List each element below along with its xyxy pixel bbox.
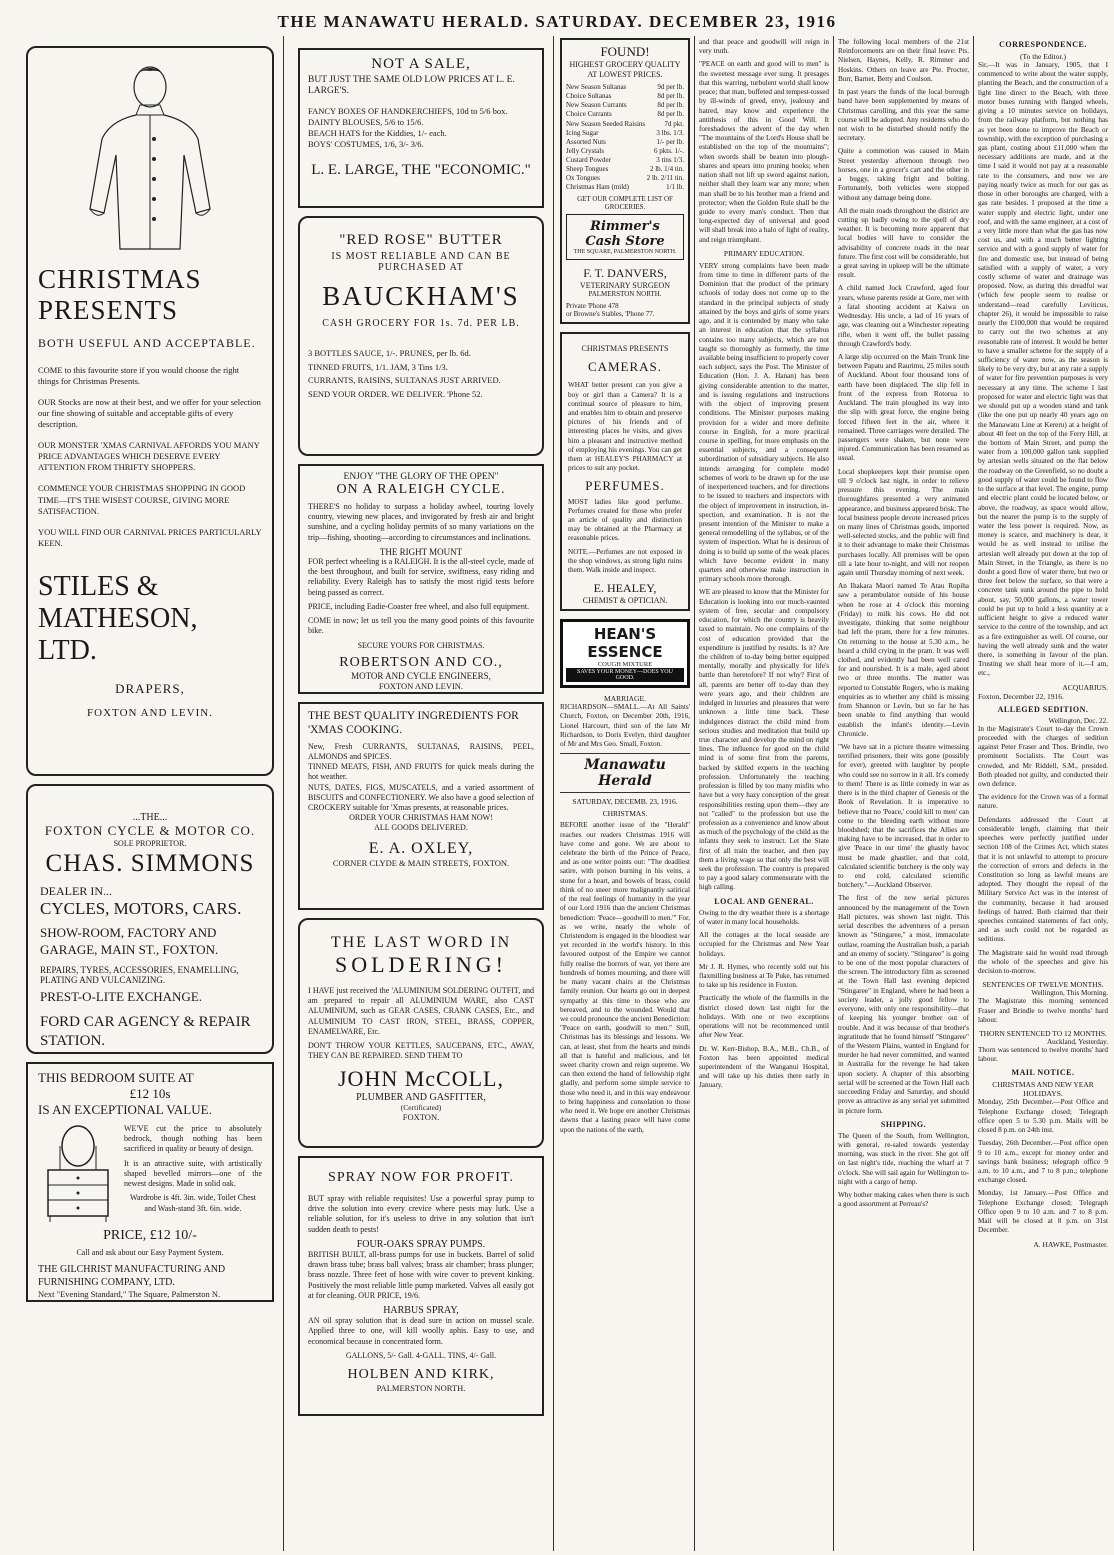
- ad-paragraph: YOU WILL FIND OUR CARNIVAL PRICES PARTICULARLY KEEN.: [38, 526, 262, 548]
- list-item: BOYS' COSTUMES, 1/6, 3/- 3/6.: [308, 138, 424, 149]
- ad-paragraph: COME in now; let us tell you the many good points of this favourite bike.: [308, 616, 534, 636]
- price-row: [566, 110, 684, 119]
- firm-name: FOXTON CYCLE & MOTOR CO.: [44, 823, 256, 838]
- news-item: The evidence for the Crown was of a formal nature.: [978, 793, 1108, 811]
- gilchrist-ad: [26, 1062, 274, 1302]
- vet-town: PALMERSTON NORTH.: [588, 290, 662, 299]
- section-heading: THORN SENTENCED TO 12 MONTHS.: [979, 1029, 1107, 1038]
- list-item: DAINTY BLOUSES, 5/6 to 15/6.: [308, 116, 424, 127]
- column-3: [560, 38, 690, 1135]
- list-item: CURRANTS, RAISINS, SULTANAS JUST ARRIVED.: [308, 375, 501, 386]
- repairs-list: REPAIRS, TYRES, ACCESSORIES, ENAMELLING, PLATING AND VULCANIZING.: [40, 964, 239, 985]
- firm-name: BAUCKHAM'S: [322, 281, 520, 311]
- column-6: [978, 38, 1108, 1249]
- column-1: [26, 46, 274, 1310]
- price-row: [566, 138, 684, 147]
- product-type: COUGH MIXTURE: [597, 661, 653, 669]
- section-heading: CORRESPONDENCE.: [999, 40, 1087, 49]
- price-row: [566, 183, 684, 192]
- editorial-date: SATURDAY, DECEMB. 23, 1916.: [572, 797, 678, 807]
- marriage-notice: RICHARDSON—SMALL.—At All Saints' Church, Foxton, on December 20th, 1916, Lionel Harcourt, third son of the late Mr Richardson, to Doris Evelyn, third daughter of Mr and Mrs Geo. Small, Foxton.: [560, 703, 690, 749]
- ad-paragraph: WE'VE cut the price to absolutely bedrock, though nothing has been sacrificed in quality or beauty of design.: [124, 1124, 262, 1154]
- sole-proprietor: SOLE PROPRIETOR.: [113, 839, 187, 848]
- firm-town: FOXTON.: [402, 1111, 440, 1122]
- illustration-woman-blouse: [38, 54, 262, 264]
- ad-headline: THE LAST WORD IN: [330, 934, 512, 951]
- item-name: Ox Tongues: [566, 174, 600, 183]
- column-5: [838, 38, 969, 1213]
- ad-headline: FOUND!: [600, 44, 650, 59]
- item-price: 8d per lb.: [657, 92, 684, 101]
- section-subheading: CHRISTMAS AND NEW YEAR HOLIDAYS.: [992, 1080, 1094, 1099]
- ad-paragraph: NUTS, DATES, FIGS, MUSCATELS, and a varied assortment of BISCUITS and CONFECTIONERY. We also have a good selection of CROCKERY suitable for 'Xmas presents, at reasonable prices.: [308, 782, 534, 812]
- column-divider: [553, 36, 554, 1551]
- section-heading: PRIMARY EDUCATION.: [723, 248, 805, 258]
- news-item: The Magistrate this morning sentenced Fraser and Brindle to twelve months' hard labour.: [978, 997, 1108, 1024]
- firm-name: [38, 571, 262, 668]
- article-paragraph: VERY strong complaints have been made from time to time in different parts of the Dominion that the product of the primary schools of today does not come up to the standard in the principal subjects of study attained by the boys and girls of some years ago, and it is contended by many who take an interest in education that the syllabus contains too many subjects, which are not taught so thoroughly as formerly, the time available being insufficient to properly cover each subject, says the Post. The Minister of Education (Hon. J. A. Hanan) has been giving considerable attention to the matter, and is issuing regulations and instructions with the object of improving present conditions. The Minister purposes making provision for a wider and more definite course in English, for a more practical course in spelling, for more emphasis on the essential subjects, and a consequent subordination of subsidiary subjects. He also intends arranging for complete model schemes of work to be drawn up for the use of inexperienced teachers, and for directions to be issued to teachers and inspectors with the object of improvement in instruction, in-spection, and examination. It is not the present intention of the Minister to make a general remodelling of the syllabus, or of the system of inspection. What he is desirous of doing is to build up some of the weak places which have become evident in many quarters and otherwise make instruction in primary schools more thorough.: [699, 261, 829, 584]
- column-4: [699, 38, 829, 1095]
- item-name: New Season Sultanas: [566, 83, 627, 92]
- list-item: TINNED FRUITS, 1/1. JAM, 3 Tins 1/3.: [308, 361, 448, 372]
- firm-name: E. A. OXLEY,: [368, 839, 474, 857]
- news-item: Thorn was sentenced to twelve months' hard labour.: [978, 1046, 1108, 1064]
- price-list: [566, 83, 684, 192]
- suite-price: PRICE, £12 10/-: [103, 1228, 197, 1243]
- price-row: [566, 120, 684, 129]
- firm-name: L. E. LARGE, THE "ECONOMIC.": [311, 161, 531, 178]
- editorial-text: "PEACE on earth and good will to men" is the sweetest message ever sung. It presages that this warring, turbulent world shall know peace; that man, buffeted and tempest-tossed by ill-winds of greed, envy, jealousy and hatred, may know and experience the antithesis of this in Good Will. It foreshadows the advent of the day when "The mountains of the Lord's House shall be established on the top of the mountains"; when swords shall be beaten into plough-shares and spears into pruning hooks; when nation shall not lift up sword against nation, neither shall they learn war any more; when man shall be to his brother man a friend and protector; when the Golden Rule shall be the guide to every man's conduct. Then that long-expected day of universal and good will shall break into a halo of light of reality, and reign triumphant.: [699, 60, 829, 244]
- dateline: Auckland, Yesterday.: [1046, 1038, 1108, 1046]
- list-item: BEACH HATS for the Kiddies, 1/- each.: [308, 127, 447, 138]
- mccoll-ad: [298, 918, 544, 1148]
- item-price: 1/- per lb.: [656, 137, 684, 146]
- item-price: 1/1 lb.: [666, 183, 684, 192]
- ad-subhead: BUT JUST THE SAME OLD LOW PRICES AT L. E. LARGE'S.: [308, 75, 515, 97]
- ad-paragraph: It is an attractive suite, with artistically shaped bevelled mirrors—one of the newest designs. Made in solid oak.: [124, 1158, 262, 1189]
- ad-subhead: FOUR-OAKS SPRAY PUMPS.: [356, 1238, 486, 1250]
- large-items-list: [308, 106, 534, 150]
- news-item: All the cottages at the local seaside are occupied for the Christmas and New Year holidays.: [699, 931, 829, 958]
- firm-address: CORNER CLYDE & MAIN STREETS, FOXTON.: [332, 857, 510, 868]
- ad-tagline: ENJOY "THE GLORY OF THE OPEN": [343, 472, 499, 482]
- list-item: 3 BOTTLES SAUCE, 1/-. PRUNES, per lb. 6d.: [308, 348, 471, 358]
- article-paragraph: WE are pleased to know that the Minister for Education is looking into our much-vaunted system of free, secular and compulsory education, for which the country is heavily taxed to maintain. No one complains of the cost of education provided that the expenditure is justified by results. Is it? Are the children of to-day being better equipped mentally, morally and physically for life's battle than heretofore? If not why? First of all, parents are better off to-day than they were years ago, and their children are indulged in luxuries and pleasures that were unknown a little time back. These indulgences distract the child mind from serious studies and meditation that build up true character and develop the mind on right lines. The influence for good on the child mind is of some first from the parents, backed by skilled experts in the teaching profession. Unfortunately the teaching profession is filled by too many misfits who have but a very hazy conception of the great responsibilities resting upon them—they are not "called" to the profession but use the profession as a convenience and know about as much of the psychology of the child as the infants they seek to instruct. Let the State first of all train the teacher, and then pay them a living wage so that only the best will seek the profession. The country is prepared to pay a good salary commensurate with the high calling.: [699, 588, 829, 892]
- item-price: 2 lb. 2/11 tin.: [646, 174, 684, 183]
- ad-paragraph: I HAVE just received the 'ALUMINIUM SOLDERING OUTFIT, and am prepared to repair all ALUMINIUM WARE, also CAST ALUMINIUM, such as GEAR CASES, CRANK CASES, Etc., and ALUMINIUM TO CAST IRON, STEEL, BRASS, COPPER, ENAMELWARE, Etc.: [308, 986, 534, 1036]
- column-divider: [973, 36, 974, 1551]
- rimmers-ad: [560, 38, 690, 324]
- item-name: New Season Seeded Raisins: [566, 119, 646, 128]
- ad-paragraph: TINNED MEATS, FISH, AND FRUITS for quick meals during the hot weather.: [308, 762, 534, 782]
- item-price: 3 lbs. 1/3.: [656, 128, 684, 137]
- column-divider: [694, 36, 695, 1551]
- column-divider: [833, 36, 834, 1551]
- butter-price: CASH GROCERY FOR 1s. 7d. PER LB.: [322, 318, 520, 329]
- item-name: Sheep Tongues: [566, 165, 609, 174]
- vet-name: F. T. DANVERS,: [583, 266, 667, 281]
- ad-paragraph: Wardrobe is 4ft. 3in. wide, Toilet Chest and Wash-stand 3ft. 6in. wide.: [130, 1193, 256, 1213]
- section-heading: MAIL NOTICE.: [1011, 1068, 1075, 1078]
- ad-paragraph: WHAT better present can you give a boy or girl than a Camera? It is a continual source of pleasure to him, and enables him to obtain and preserve pictures of his friends and of interesting places he visits, and gives him a pleasant and instructive method of employing his evenings. You can get them at HEALEY'S PHARMACY at prices to suit any pocket.: [568, 381, 682, 473]
- firm-trade: DRAPERS,: [115, 681, 185, 697]
- ad-callout: SECURE YOURS FOR CHRISTMAS.: [357, 640, 485, 650]
- firm-trade: CHEMIST & OPTICIAN.: [582, 596, 668, 606]
- ad-paragraph: AN oil spray solution that is dead sure in action on mussel scale. Applied three to one, will kill woolly aphis. Easy to use, and economical because in concentrated form.: [308, 1316, 534, 1346]
- raleigh-ad: [298, 464, 544, 694]
- brand-slogan: SAVES YOUR MONEY—DOES YOU GOOD.: [566, 668, 684, 682]
- logo-name: Rimmer's Cash Store: [585, 219, 665, 250]
- ad-subhead: HARBUS SPRAY,: [383, 1305, 459, 1317]
- item-price: 8d per lb.: [657, 110, 684, 119]
- firm-town: FOXTON AND LEVIN.: [87, 707, 213, 720]
- bauckham-items-list: [308, 347, 534, 401]
- price-row: [566, 129, 684, 138]
- news-item: In the Magistrate's Court to-day the Crown proceeded with the charges of sedition against Peter Fraser and Thos. Brindle, two prominent Socialists. The Court was crowded, and Mr Riddell, S.M., presided. Both pleaded not guilty, and conducted their own defence.: [978, 724, 1108, 788]
- ad-callout: ALL GOODS DELIVERED.: [374, 823, 468, 833]
- oxley-ad: [298, 702, 544, 910]
- firm-trade: PLUMBER AND GASFITTER,: [356, 1091, 486, 1103]
- title-line: CHRISTMAS: [38, 264, 202, 294]
- item-name: Custard Powder: [566, 155, 611, 164]
- ad-paragraph: OUR MONSTER 'XMAS CARNIVAL AFFORDS YOU MANY PRICE ADVANTAGES WHICH DESERVE EVERY ATTENTION FROM THRIFTY SHOPPERS.: [38, 440, 260, 473]
- mail-notice-item: Monday, 1st January.—Post Office and Telephone Exchange closed; Telegraph Office open 9 to 10 a.m. and 7 to 8 p.m. Mail will be closed at 8 p.m. on 31st December.: [978, 1189, 1108, 1235]
- postmaster-signature: A. HAWKE, Postmaster.: [1033, 1239, 1108, 1249]
- ad-paragraph: COMMENCE YOUR CHRISTMAS SHOPPING IN GOOD TIME—IT'S THE WISEST COURSE, GIVING MORE SATISFACTION.: [38, 483, 246, 516]
- newspaper-masthead: THE MANAWATU HERALD. SATURDAY. DECEMBER 23, 1916: [277, 12, 837, 31]
- stiles-matheson-ad: [26, 46, 274, 776]
- ad-subtitle: BOTH USEFUL AND ACCEPTABLE.: [38, 336, 256, 351]
- section-heading: LOCAL AND GENERAL.: [714, 896, 814, 906]
- firm-cert: (Certificated): [400, 1102, 442, 1112]
- ford-agency: FORD CAR AGENCY & REPAIR STATION.: [40, 1013, 251, 1049]
- ad-paragraph: OUR Stocks are now at their best, and we offer for your selection our fine showing of suitable and acceptable gifts of every description.: [38, 397, 261, 430]
- column-2: [298, 48, 544, 1424]
- ad-tagline: CHRISTMAS PRESENTS: [581, 344, 669, 354]
- mail-notice-item: Monday, 25th December.—Post Office and Telephone Exchange closed; Telegraph office open 5 to 5.30 p.m. Mails will be closed 8 p.m. on 24th inst.: [978, 1098, 1108, 1135]
- ad-headline: THIS BEDROOM SUITE AT: [38, 1070, 194, 1085]
- news-item: A large slip occurred on the Main Trunk line between Papatu and Raurimu, 25 miles south of Auckland. About four thousand tons of earth have been displaced. The slip fell in front of the express from Rotorua to Auckland. The train ploughed its way into the slip with great force, the engine being forced fifteen feet in the air, where it remained. Three carriages were derailed. The passengers were shaken, but none were injured. Communication has been resumed as usual.: [838, 353, 969, 463]
- item-price: 2 lb. 1/4 tin.: [649, 165, 684, 174]
- firm-line: STILES &: [38, 570, 159, 602]
- ad-headline: PERFUMES.: [585, 477, 665, 493]
- vet-phone: Private 'Phone 478: [566, 302, 619, 311]
- ad-headline: SOLDERING!: [335, 952, 507, 977]
- ad-intro: ...THE...: [132, 812, 168, 823]
- prest-o-lite: PREST-O-LITE EXCHANGE.: [40, 988, 203, 1004]
- letter-date: Foxton, December 22, 1916.: [978, 691, 1064, 701]
- christmas-presents-title: [38, 264, 262, 326]
- item-price: 7d pkt.: [664, 119, 684, 128]
- firm-name: HOLBEN AND KIRK,: [347, 1367, 495, 1383]
- spray-prices: GALLONS, 5/- Gall. 4-GALL. TINS, 4/- Gall.: [345, 1350, 497, 1360]
- foxton-cycle-ad: [26, 784, 274, 1054]
- item-name: Jelly Crystals: [566, 146, 604, 155]
- item-price: 3 tins 1/3.: [656, 155, 684, 164]
- ad-headline: IS AN EXCEPTIONAL VALUE.: [38, 1102, 212, 1117]
- price-row: [566, 156, 684, 165]
- price-row: [566, 101, 684, 110]
- ad-paragraph: NOTE.—Perfumes are not exposed in the shop windows, as strong light ruins them. Walk inside and inspect.: [568, 547, 682, 575]
- price-row: [566, 147, 684, 156]
- news-item: The following local members of the 21st Reinforcements are on their final leave: Pts. Nielsen, Haynes, Kelly, R. Rimmer and Hoskins. Others on leave are Pte. Procter, Burr, Barnet, Betty and Coulson.: [838, 38, 969, 83]
- heans-essence-ad: [560, 619, 690, 688]
- blouse-illustration-icon: [80, 59, 220, 259]
- logo-address: THE SQUARE, PALMERSTON NORTH.: [573, 249, 677, 256]
- item-price: 8d per lb.: [657, 101, 684, 110]
- ad-paragraph: BRITISH BUILT, all-brass pumps for use in buckets. Barrel of solid drawn brass tube; brass ball valves; brass air chamber; brass plunger; brass nozzle. Three feet of hose with wire cover to prevent kinking. Positively the most reliable little pump marketed. Valves all easily got at for cleaning. OUR PRICE, 19/6.: [308, 1249, 534, 1300]
- rimmers-logo: [566, 214, 684, 260]
- firm-name: E. HEALEY,: [593, 581, 657, 596]
- healey-ad: [560, 332, 690, 611]
- news-item: An Ihakara Maori named Te Atau Ropiha saw a perambulator outside of his house when he rose at 4 o'clock this morning (Friday) to milk his cows. He did not investigate, thinking that some neighbour had left the pram, there for a few minutes. On returning to the house at 5.30 a.m., he heard a child crying in the pram. It was well clothed, and evidently had been well cared for and nourished. It is a male, aged about two or three months. The matter was reported to Constable Rogers, who is making enquiries as to whether any child is missing from Shannon or Levin, but so far he has been unable to find anything that would establish the infant's identity.—Levin Chronicle.: [838, 582, 969, 738]
- item-price: 9d per lb.: [657, 83, 684, 92]
- dressing-table-icon: [38, 1124, 118, 1224]
- news-item: The Magistrate said he would read through the whole of the speeches and give his decision to-morrow.: [978, 948, 1108, 976]
- item-name: New Season Currants: [566, 101, 627, 110]
- section-heading: SHIPPING.: [880, 1119, 927, 1129]
- large-ad: [298, 48, 544, 208]
- item-name: Choice Currants: [566, 110, 612, 119]
- ad-paragraph: PRICE, including Eadie-Coaster free wheel, and also full equipment.: [308, 601, 530, 611]
- news-item: The Queen of the South, from Wellington, with general, re-saled towards yesterday morning, was stuck in the river. She got off on last night's tide, reaching the wharf at 7 o'clock. She will sail again for Wellington to-night with a cargo of hemp.: [838, 1131, 969, 1186]
- column-divider: [283, 36, 284, 1551]
- ad-headline: ON A RALEIGH CYCLE.: [336, 482, 506, 497]
- firm-address: Next "Evening Standard," The Square, Palmerston N.: [38, 1289, 221, 1300]
- ad-headline: NOT A SALE,: [371, 56, 471, 72]
- letter-salutation: (To the Editor.): [1020, 52, 1066, 61]
- section-heading: CHRISTMAS.: [602, 809, 648, 819]
- item-name: Assorted Nuts: [566, 137, 606, 146]
- price-row: [566, 165, 684, 174]
- vet-trade: VETERINARY SURGEON: [579, 281, 671, 291]
- item-name: Christmas Ham (mild): [566, 183, 629, 192]
- news-item: The first of the new serial pictures announced by the management of the Town Hall pictures, was shown last night. This serial describes the adventures of a person known as "Stingaree," a most, immaculate outlaw, roaming the Australian bush, a pariah and an enemy of society. "Stingaree" is going to be one of the most popular characters of the screen. The introductory film as screened at the Town Hall last evening depicted "Stingaree" in England, where he had been a society leader, a jolly good fellow to everyone, with only one responsibility—that of keeping his younger brother out of trouble. And it was because of that brother's ingratitude that he found himself "Stingaree" of the Western Plains, wanted in England for murder he had never committed, and wanted in Australia for the revenge he had taken upon society. A chapter of this absorbing serial will be screened at the Town Hall each succeeding Friday and Saturday, and should prove as attractive as any serial yet submitted in picture form.: [838, 894, 969, 1115]
- price-row: [566, 92, 684, 101]
- showroom-address: SHOW-ROOM, FACTORY AND GARAGE, MAIN ST., FOXTON.: [40, 925, 219, 957]
- item-price: 6 pkts. 1/-.: [654, 146, 684, 155]
- section-heading: ALLEGED SEDITION.: [997, 704, 1089, 714]
- section-heading: SENTENCES OF TWELVE MONTHS.: [982, 980, 1104, 990]
- ad-paragraph: FOR perfect wheeling is a RALEIGH. It is the all-steel cycle, made of the best throughout, and built for service, swiftness, easy riding and reliability. Every Raleigh has to satisfy the most rigid tests before being passed as correct.: [308, 556, 534, 597]
- letter-signature: ACQUARIUS.: [1062, 682, 1108, 692]
- ad-headline: THE BEST QUALITY INGREDIENTS FOR 'XMAS COOKING.: [308, 710, 519, 736]
- news-item: Mr J. R. Hymes, who recently sold out his flaxmilling business at Te Puke, has returned to take up his residence in Foxton.: [699, 962, 829, 990]
- ad-price-headline: £12 10s: [129, 1086, 171, 1101]
- news-item: Quite a commotion was caused in Main Street yesterday afternoon through two horses, one in a grocer's cart and the other in a buggy, taking fright and bolting. Fortunately, both vehicles were stopped without any damage being done.: [838, 147, 969, 202]
- ad-callout: ORDER YOUR CHRISTMAS HAM NOW!: [349, 813, 493, 823]
- mail-notice-item: Tuesday, 26th December.—Post office open 9 to 10 a.m., except for money order and savings bank business; telegraph office 9 a.m. to 10 a.m., and 7 to 8 p.m.; telephone exchange closed.: [978, 1139, 1108, 1185]
- holben-kirk-ad: [298, 1156, 544, 1416]
- news-item: Dr. W. Kerr-Bishop, B.A., M.B., Ch.B., of Foxton has been appointed medical superintendent of the Wanganui Hospital, and will take up his duties there early in January.: [699, 1044, 829, 1090]
- ad-headline: "RED ROSE" BUTTER: [339, 232, 503, 248]
- news-item: Local shopkeepers kept their promise open till 9 o'clock last night, in order to relieve pressure this evening. The main thoroughfares presented a very animated appearance, and business appeared brisk. The local business people devote increased prices on many lines of Christmas goods, imported well-selected stocks, and the public will find it to their advantage to make their Christmas purchases locally. All premises will be open till a late hour to-night, and will not reopen again until Thursday morning of next week.: [838, 467, 969, 578]
- list-item: SEND YOUR ORDER. WE DELIVER. 'Phone 52.: [308, 388, 483, 399]
- ad-headline: SPRAY NOW FOR PROFIT.: [328, 1170, 514, 1185]
- dealer-label: DEALER IN...: [40, 884, 112, 898]
- item-name: Choice Sultanas: [566, 92, 612, 101]
- ad-callout: GET OUR COMPLETE LIST OF GROCERIES.: [577, 195, 673, 212]
- ad-subhead: THE RIGHT MOUNT: [379, 546, 463, 557]
- herald-masthead: Manawatu Herald: [560, 753, 690, 793]
- editorial-text: and that peace and goodwill will reign in very truth.: [699, 38, 829, 56]
- ad-subhead: IS MOST RELIABLE AND CAN BE PURCHASED AT: [331, 251, 511, 273]
- title-line: PRESENTS: [38, 295, 179, 326]
- news-item: Defendants addressed the Court at considerable length, claiming that their speeches were perfectly justified under section 108 of the Crimes Act, which states that it is not unlawful to attempt to procure the correction of errors and defects in the Constitution so long as lawful means are adopted. They thought the repeal of the Military Service Act was in the interest of the community, because it had aroused feelings of hatred. Both claimed that their speeches contained statements of fact only, and as such could not be regarded as seditious.: [978, 815, 1108, 944]
- firm-name: ROBERTSON AND CO.,: [339, 654, 503, 670]
- section-heading: MARRIAGE.: [604, 694, 646, 704]
- ad-paragraph: COME to this favourite store if you would choose the right things for Christmas Presents.: [38, 365, 240, 387]
- ad-paragraph: MOST ladies like good perfume. Perfumes created for those who prefer an article of quality and distinction may be obtained at the Pharmacy at reasonable prices.: [568, 497, 682, 543]
- firm-trade: MOTOR AND CYCLE ENGINEERS,: [351, 670, 491, 681]
- price-row: [566, 174, 684, 183]
- dateline: Wellington, This Morning.: [1031, 989, 1108, 998]
- ad-paragraph: New, Fresh CURRANTS, SULTANAS, RAISINS, PEEL, ALMONDS and SPICES.: [308, 741, 534, 761]
- dealer-goods: CYCLES, MOTORS, CARS.: [40, 899, 242, 918]
- news-item: A child named Jock Crawford, aged four years, whose parents reside at Gore, met with a fatal shooting accident at Kaiwa on Wednesday. His uncle, a lad of 16 years of age, was cleaning out a Winchester repeating rifle, when it went off, the bullet passing through Crawford's body.: [838, 284, 969, 348]
- brand-name: HEAN'S ESSENCE: [587, 625, 663, 662]
- vet-phone: or Browne's Stables, 'Phone 77.: [566, 310, 655, 319]
- editorial-text: BEFORE another issue of the "Herald" reaches our readers Christmas 1916 will have come and gone. We are about to celebrate the birth of the Prince of Peace, and as one writer points out: "The deadliest satire, with poison burning in his veins, a stone for a heart, and bowels of brass, could think of no sneer more malignantly satirical of the real feelings of humanity in the year of our Lord 1916 than the ancient Christmas benediction: 'Peace—goodwill to men.'" For, as we write, nearly the whole of Christendom is engaged in the bloodiest war yet recorded in the world's history. In this favoured outpost of the Empire we cannot fully realise the horrors of war, yet there are hundreds of homes mourning, and there will be many vacant chairs at the Christmas family reunion. Our hearts go out in deepest sympathy at this time to those who are bereaved, and to the wounded. Would that we could pronounce the ancient Benediction: "Peace on earth, goodwill to men." Still, Christmas has its blessings and lessons. We can, at least, shut from the hearts and minds all that is hateful and malicious, and let sweet charity crown and reign supreme. We can then extend the hand of fellowship right gladly, and perform some simple service to those who need it, and in this way endeavour to bring happiness and consolation to those who need it. We hope ere another Christmas dawns that a lasting peace will have come upon the nations of the earth,: [560, 821, 690, 1134]
- news-item: In past years the funds of the local borough band have been supplemented by means of Christmas carolling, and this year the same course will be adopted. Any residents who do not wish to be disturbed should notify the secretary.: [838, 88, 969, 143]
- ad-headline: CAMERAS.: [587, 359, 663, 375]
- ad-subhead: HIGHEST GROCERY QUALITY AT LOWEST PRICES.: [569, 60, 681, 79]
- letter-text: Sir,—It was in January, 1905, that I commenced to write about the water supply, planting the Beach, and the construction of a light line direct to the Beach, with three motor buses running with flanged wheels, giving a 10 minutes service on holidays, from the railway platform, but nothing has as yet been done to improve the Beach or township, with the exception of purchasing a gas plant, costing about £11,000 when the necessary additions are made, and at the time I said it would not pay at a reasonable rate to the consumers, and now we are paying nearly twice as much for our gas as those in other boroughs are charged, with a gas rate besides. I proposed at the time a water supply and electric light, under one roof, and with the same engineer, at a cost of a very little more than what the gas has now cost us, and with a much better lighting service and with a good supply of water for fire and domestic use, but instead of being satisfied with a supply of water, a very costly scheme of water and drainage was proposed. Now, as during this dreadful war (which few people seem to realise or understand—read carefully Leviticus, chapter 26), it would be impossible to raise nearly the £100,000 that would be required to carry out the two schemes at any reasonable rate of interest. It would be better to have a smaller scheme for the supply of a sufficiency of water now, as the season is likely to be very dry, but at any rate a supply of water for fire prevention purposes is very necessary at any time. The scheme I last proposed for water and electric light was that we should put up a wooden stand and tank (like the one put up nearly 40 years ago on the Manawatu Line at Kereru) at a height of about 40 feet on the top of the Ferry Hill, at the bottom of Main Street, and pump the water from a 100,000 gallon tank supplied by artesian wells situated on the flat below the roadway on the Greenfield, so no doubt a good supply of water could be found to flow to the surface at that level. The engine, pump and electric plant could be located below, or above, the roadway, as space would allow, but the nearer the pump is to the supply of water the less power is required. Now, as money is scarce, and machinery is dear, it would be as well instead to utilise the artesian well already put down at the top of Main Street, in the Triangle, as there is no doubt a good flow of water there, but two or three feet below the surface, so that were a concrete tank sunk around the pipe to hold about, say, 50,000 gallons, a water tower could be put up to hold a less quantity at a sufficient height to give a reduced water service to the centre of the township, and act as a fire extinguisher as well. Of course, our having the well already sunk and the water there, is something in favour of the plan. Trusting we shall hear more of it.—I am, etc.,: [978, 61, 1108, 678]
- payment-note: Call and ask about our Easy Payment System.: [76, 1248, 224, 1257]
- ad-paragraph: BUT spray with reliable requisites! Use a powerful spray pump to drive the solution into every crevice where pests may lurk. Use a reliable solution, for it's useless to drive in any solution that isn't sudden death to pests!: [308, 1194, 534, 1234]
- news-item: All the main roads throughout the district are cutting up badly owing to the spell of dry weather. It is becoming more apparent that local bodies will have to consider the advisability of concrete roads in the near future. The first cost will be considerable, but a great saving in upkeep will be the ultimate result.: [838, 206, 969, 280]
- list-item: FANCY BOXES OF HANDKERCHIEFS, 10d to 5/6 box.: [308, 105, 508, 116]
- price-row: [566, 83, 684, 92]
- firm-name: THE GILCHRIST MANUFACTURING AND FURNISHING COMPANY, LTD.: [38, 1264, 226, 1288]
- news-item: Why bother making cakes when there is such a good assortment at Perreau's?: [838, 1191, 969, 1209]
- item-name: Icing Sugar: [566, 128, 599, 137]
- firm-town: PALMERSTON NORTH.: [376, 1383, 466, 1394]
- dateline: Wellington, Dec. 22.: [1048, 716, 1108, 725]
- news-item: Owing to the dry weather there is a shortage of water in many local households.: [699, 908, 829, 926]
- owner-name: CHAS. SIMMONS: [45, 850, 255, 877]
- firm-town: FOXTON AND LEVIN.: [378, 680, 464, 691]
- firm-name: JOHN McCOLL,: [338, 1065, 504, 1091]
- firm-line: MATHESON, LTD.: [38, 602, 198, 667]
- bauckham-ad: [298, 216, 544, 456]
- ad-paragraph: DON'T THROW YOUR KETTLES, SAUCEPANS, ETC., AWAY, THEY CAN BE REPAIRED. SEND THEM TO: [308, 1041, 534, 1061]
- news-item: "We have sat in a picture theatre witnessing terrified prisoners, their wits gone (possibly for ever), greeted with laughter by people who could see no sorrow in it all. It's comedy to them! There is as little comedy in war as there is in the third chapter of Genesis or the Book of Revelation. It is imperative to believe that no 'Peace,' could kill to men' can come to the bleeding earth without more bloodshed; that the sacrifices the Allies are making have to be increased, that in order to give 'Peace in our time' the ghastly havoc must be made ghastlier, and that cold, calculated scientific butchery is the only way to end cold, calculated scientific butchery."—Auckland Observer.: [838, 742, 969, 890]
- ad-paragraph: THERE'S no holiday to surpass a holiday awheel, touring lovely country, viewing new places, and invigorated by fresh air and bright sunshine, and a cycling holiday permits of so many variations on the trip—fishing, shooting—according to circumstances and inclinations.: [308, 502, 534, 542]
- news-item: Practically the whole of the flaxmills in the district closed down last night for the holidays. With one or two exceptions operations will not be recommenced until after New Year.: [699, 994, 829, 1040]
